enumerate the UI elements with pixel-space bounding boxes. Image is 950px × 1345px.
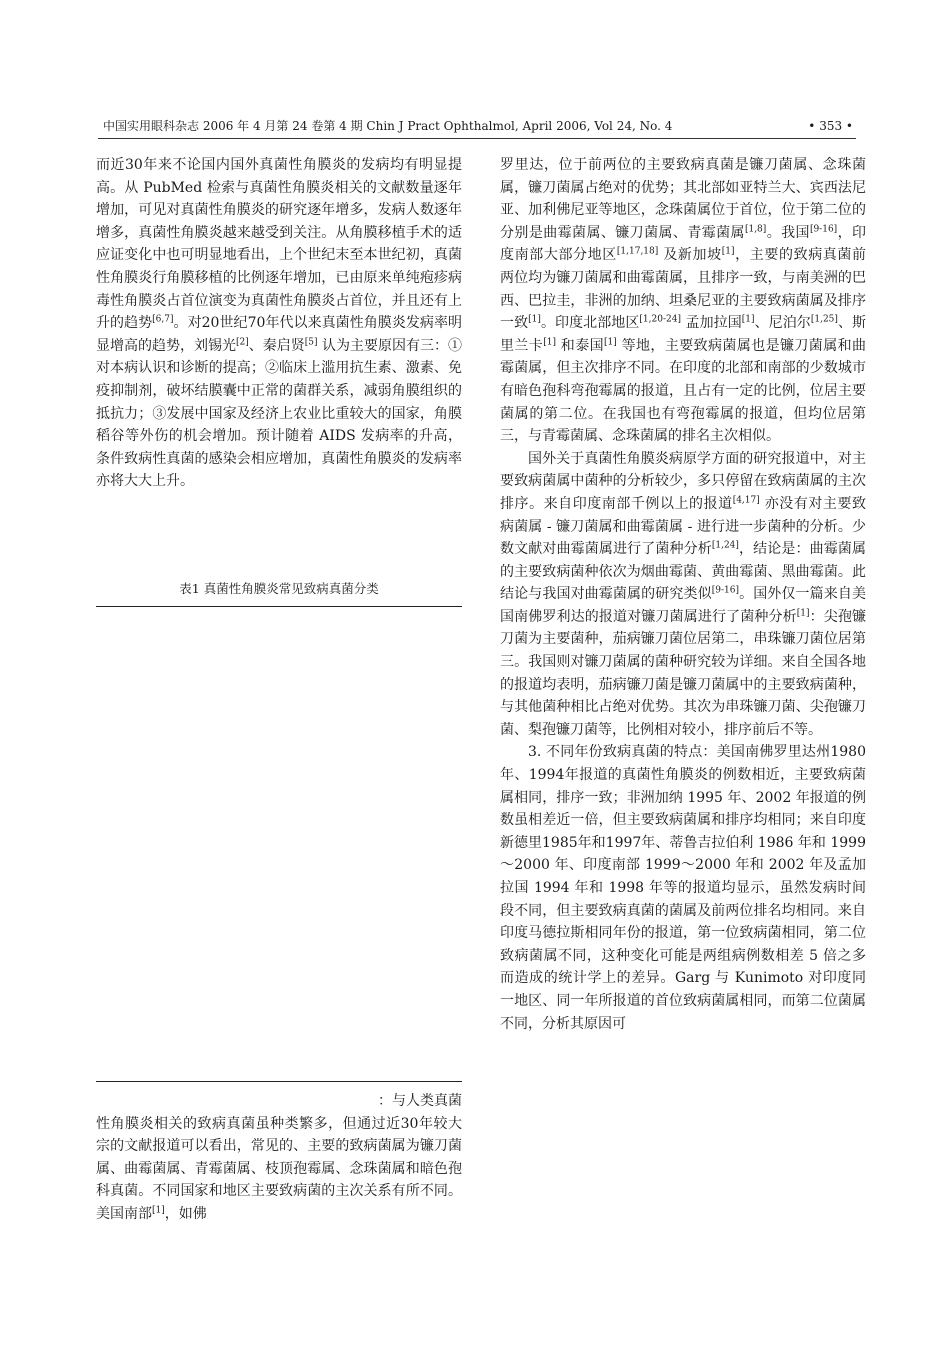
table-top-rule — [96, 606, 462, 607]
page-number: • 353 • — [808, 119, 853, 133]
paragraph: 而近30年来不论国内国外真菌性角膜炎的发病均有明显提高。从 PubMed 检索与真菌性角膜炎相关的文献数量逐年增加，可见对真菌性角膜炎的研究逐年增多，发病人数逐年增多，真菌性角膜炎越来越受到关注。从角膜移植手术的适应证变化中也可明显地看出，上个世纪末至本世纪初，真菌性角膜炎行角膜移植的比例逐年增加，已由原来单纯疱疹病毒性角膜炎占首位演变为真菌性角膜炎占首位，并且还有上升的趋势[6,7]。对20世纪70年代以来真菌性角膜炎发病率明显增高的趋势，刘锡光[2]、秦启贤[5] 认为主要原因有三：①对本病认识和诊断的提高；②临床上滥用抗生素、激素、免疫抑制剂，破坏结膜囊中正常的菌群关系，减弱角膜组织的抵抗力；③发展中国家及经济上农业比重较大的国家，角膜稻谷等外伤的机会增加。预计随着 AIDS 发病率的升高，条件致病性真菌的感染会相应增加，真菌性角膜炎的发病率亦将大大上升。 — [96, 157, 463, 490]
left-column-text — [96, 154, 462, 493]
citation: [1] — [528, 314, 541, 325]
header-rule — [98, 138, 856, 139]
text-fragment: ：与人类真菌 — [378, 1093, 462, 1109]
citation: [1] — [604, 337, 617, 348]
running-header — [103, 117, 853, 137]
citation: [1] — [741, 314, 755, 325]
citation: [1] — [796, 608, 810, 619]
citation: [1] — [721, 246, 735, 257]
right-column-text — [500, 154, 866, 1035]
citation: [1] — [543, 337, 556, 348]
citation: [1,25] — [810, 314, 838, 325]
citation: [1,20-24] — [639, 314, 681, 325]
citation: [1] — [152, 1205, 165, 1216]
journal-citation: 中国实用眼科杂志 2006 年 4 月第 24 卷第 4 期 Chin J Pract Ophthalmol, April 2006, Vol 24, No. 4 — [103, 119, 673, 133]
paragraph: 性角膜炎相关的致病真菌虽种类繁多，但通过近30年较大宗的文献报道可以看出，常见的、主要的致病菌属为镰刀菌属、曲霉菌属、青霉菌属、枝顶孢霉属、念珠菌属和暗色孢科真菌。不同国家和地区主要致病菌的主次关系有所不同。美国南部[1]，如佛 — [96, 1115, 462, 1222]
citation: [1,17,18] — [616, 246, 659, 257]
citation: [1,24] — [711, 540, 739, 551]
citation: [9-16] — [809, 224, 838, 235]
paragraph: 3. 不同年份致病真菌的特点：美国南佛罗里达州1980年、1994年报道的真菌性角膜炎的例数相近，主要致病菌属相同，排序一致；非洲加纳 1995 年、2002 年报道的例数虽相差近一倍，但主要致病菌属和排序均相同；来自印度新德里1985年和1997年、蒂鲁吉拉伯利 1986 年和 1999～2000 年、印度南部 1999～2000 年和 2002 年及孟加拉国 1994 年和 1998 年等的报道均显示，虽然发病时间段不同，但主要致病真菌的菌属及前两位排名均相同。来自印度马德拉斯相同年份的报道，第一位致病菌相同，第二位致病菌属不同，这种变化可能是两组病例数相差 5 倍之多而造成的统计学上的差异。Garg 与 Kunimoto 对印度同一地区、同一年所报道的首位致病菌属相同，而第二位菌属不同，分析其原因可 — [500, 744, 866, 1032]
citation: [5] — [304, 337, 318, 348]
citation: [4,17] — [732, 495, 760, 506]
table-caption: 表1 真菌性角膜炎常见致病真菌分类 — [179, 581, 379, 596]
paragraph: 罗里达，位于前两位的主要致病真菌是镰刀菌属、念珠菌属，镰刀菌属占绝对的优势；其北部如亚特兰大、宾西法尼亚、加利佛尼亚等地区，念珠菌属位于首位，位于第二位的分别是曲霉菌属、镰刀菌属、青霉菌属[1,8]。我国[9-16]，印度南部大部分地区[1,17,18] 及新加坡[1]，主要的致病真菌前两位均为镰刀菌属和曲霉菌属，且排序一致，与南美洲的巴西、巴拉圭，非洲的加纳、坦桑尼亚的主要致病菌属及排序一致[1]。印度北部地区[1,20-24] 孟加拉国[1]、尼泊尔[1,25]、斯里兰卡[1] 和泰国[1] 等地，主要致病菌属也是镰刀菌属和曲霉菌属，但主次排序不同。在印度的北部和南部的少数城市有暗色孢科弯孢霉属的报道，且占有一定的比例，位居主要菌属的第二位。在我国也有弯孢霉属的报道，但均位居第三，与青霉菌属、念珠菌属的排名主次相似。 — [500, 157, 867, 445]
left-column-bottom-text — [96, 1090, 462, 1226]
citation: [9-16] — [711, 585, 739, 596]
citation: [1,8] — [744, 224, 767, 235]
table-bottom-rule — [96, 1081, 462, 1082]
citation: [2] — [236, 337, 249, 348]
paragraph: 国外关于真菌性角膜炎病原学方面的研究报道中，对主要致病菌属中菌种的分析较少，多只停留在致病菌属的主次排序。来自印度南部千例以上的报道[4,17] 亦没有对主要致病菌属 - 镰刀菌属和曲霉菌属 - 进行进一步菌种的分析。少数文献对曲霉菌属进行了菌种分析[1,24]，结论是：曲霉菌属的主要致病菌种依次为烟曲霉菌、黄曲霉菌、黑曲霉菌。此结论与我国对曲霉菌属的研究类似[9-16]。国外仅一篇来自美国南佛罗利达的报道对镰刀菌属进行了菌种分析[1]：尖孢镰刀菌为主要菌种，茄病镰刀菌位居第二，串珠镰刀菌位居第三。我国则对镰刀菌属的菌种研究较为详细。来自全国各地的报道均表明，茄病镰刀菌是镰刀菌属中的主要致病菌种，与其他菌种相比占绝对优势。其次为串珠镰刀菌、尖孢镰刀菌、梨孢镰刀菌等，比例相对较小，排序前后不等。 — [500, 450, 867, 738]
citation: [6,7] — [152, 314, 174, 325]
